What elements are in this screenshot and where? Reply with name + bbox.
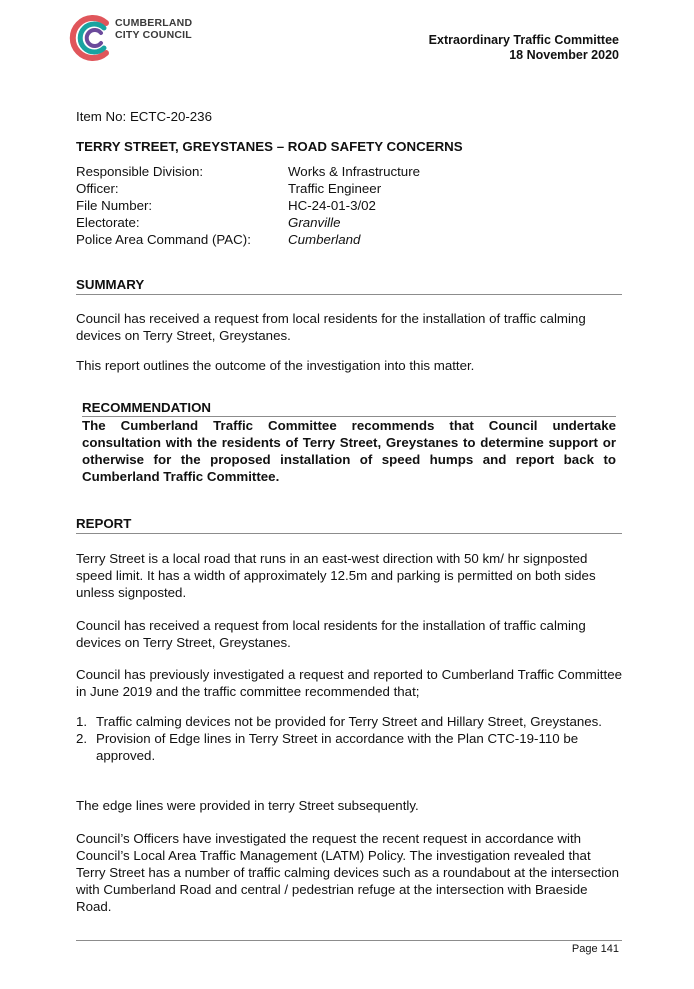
- summary-heading: SUMMARY: [76, 276, 622, 295]
- report-paragraph-2: Council has received a request from local residents for the installation of traffic calming devices on Terry Street, Greystanes.: [76, 618, 586, 650]
- logo-line-1: CUMBERLAND: [115, 17, 193, 29]
- meta-row-officer: [76, 180, 616, 197]
- header-right: [429, 33, 619, 63]
- committee-name: Extraordinary Traffic Committee: [428, 33, 619, 47]
- logo-line-2: CITY COUNCIL: [115, 29, 192, 41]
- meta-key: Responsible Division:: [76, 164, 204, 179]
- meta-value: Works & Infrastructure: [288, 164, 421, 179]
- list-item: [76, 730, 622, 764]
- meta-key: Officer:: [76, 181, 119, 196]
- list-text: Traffic calming devices not be provided for Terry Street and Hillary Street, Greystanes.: [96, 714, 602, 729]
- item-number: Item No: ECTC-20-236: [76, 109, 212, 124]
- report-paragraph-4: The edge lines were provided in terry Street subsequently.: [76, 798, 419, 813]
- meta-value: Cumberland: [288, 232, 361, 247]
- report-heading: REPORT: [76, 515, 622, 534]
- summary-paragraph-1: Council has received a request from local residents for the installation of traffic calming devices on Terry Street, Greystanes.: [76, 311, 586, 343]
- meta-value: HC-24-01-3/02: [288, 198, 376, 213]
- report-paragraph-1: Terry Street is a local road that runs in an east-west direction with 50 km/ hr signposted speed limit. It has a width of approximately 12.5m and parking is permitted on both sides unless signposted.: [76, 551, 596, 600]
- footer-divider: [76, 940, 622, 941]
- report-paragraph-5: Council’s Officers have investigated the request the recent request in accordance with Council’s Local Area Traffic Management (LATM) Policy. The investigation revealed that Terry Street has a number of traffic calming devices such as a roundabout at the intersection with Cumberland Road and central / pedestrian refuge at the intersection with Braeside Road.: [76, 831, 619, 914]
- list-number: 1.: [76, 714, 88, 729]
- list-text: Provision of Edge lines in Terry Street in accordance with the Plan CTC-19-110 be approved.: [96, 731, 579, 763]
- metadata-table: [76, 163, 616, 248]
- recommendation-text: The Cumberland Traffic Committee recommends that Council undertake consultation with the residents of Terry Street, Greystanes to determine support or otherwise for the proposed installation of speed humps and report back to Cumberland Traffic Committee.: [82, 418, 616, 484]
- meta-key: Electorate:: [76, 215, 140, 230]
- council-logo: [68, 10, 193, 66]
- recommendation-heading: RECOMMENDATION: [82, 399, 616, 417]
- meta-key: File Number:: [76, 198, 153, 213]
- list-number: 2.: [76, 731, 88, 746]
- list-item: [76, 713, 622, 730]
- report-paragraph-3: Council has previously investigated a request and reported to Cumberland Traffic Committee in June 2019 and the traffic committee recommended that;: [76, 667, 622, 699]
- meta-row-pac: [76, 231, 616, 248]
- meeting-date: 18 November 2020: [509, 48, 619, 62]
- meta-row-division: [76, 163, 616, 180]
- meta-key: Police Area Command (PAC):: [76, 232, 251, 247]
- council-logo-icon: [68, 10, 114, 66]
- meta-value: Traffic Engineer: [288, 181, 382, 196]
- page-title: TERRY STREET, GREYSTANES – ROAD SAFETY CONCERNS: [76, 139, 463, 154]
- meta-row-electorate: [76, 214, 616, 231]
- meta-value: Granville: [288, 215, 341, 230]
- page-number: Page 141: [571, 943, 619, 955]
- recommendation-history-list: [76, 713, 622, 764]
- summary-paragraph-2: This report outlines the outcome of the investigation into this matter.: [76, 358, 475, 373]
- meta-row-file-number: [76, 197, 616, 214]
